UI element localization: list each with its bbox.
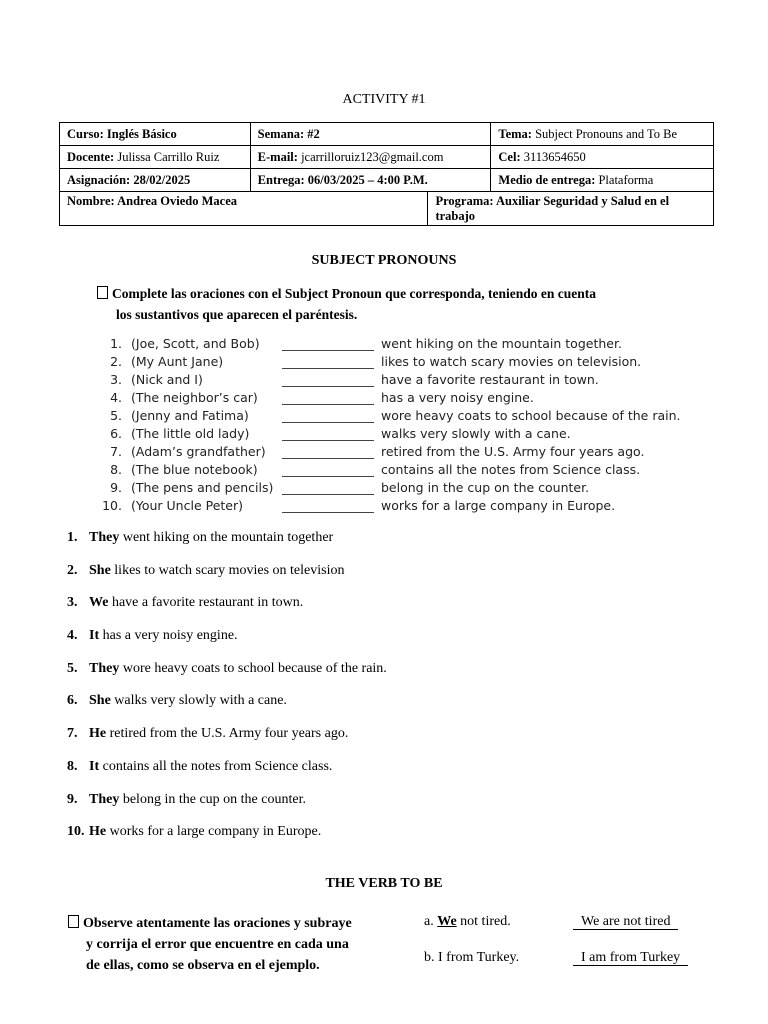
- answer-item: [67, 693, 387, 726]
- bullet-icon: [97, 286, 108, 299]
- exercise-noun: (My Aunt Jane): [131, 354, 224, 369]
- exercise-noun: (Jenny and Fatima): [131, 408, 249, 423]
- exercise-number: 10.: [102, 498, 122, 513]
- answer-item: [67, 759, 387, 792]
- verb-error-word: We: [437, 914, 457, 929]
- answer-number: 8.: [67, 758, 78, 774]
- asignacion-cell: [60, 169, 251, 192]
- answer-list: [67, 530, 387, 857]
- exercise-noun: (Nick and I): [131, 372, 203, 387]
- answer-number: 4.: [67, 628, 78, 644]
- answer-number: 10.: [67, 824, 85, 840]
- exercise-sentence: works for a large company in Europe.: [381, 498, 616, 513]
- exercise-item: [100, 462, 660, 480]
- exercise-sentence: retired from the U.S. Army four years ago.: [381, 444, 645, 459]
- exercise-sentence: went hiking on the mountain together.: [381, 336, 622, 351]
- answer-item: [67, 563, 387, 596]
- verb-correction-b: I am from Turkey: [573, 950, 688, 966]
- semana-cell: [250, 123, 491, 146]
- exercise-number: 5.: [110, 408, 122, 423]
- programa-cell: [428, 192, 714, 226]
- medio-label: Medio de entrega:: [498, 173, 596, 187]
- exercise-item: [100, 372, 660, 390]
- exercise-noun: (Joe, Scott, and Bob): [131, 336, 260, 351]
- answer-sentence: walks very slowly with a cane.: [110, 693, 287, 709]
- exercise-noun: (The pens and pencils): [131, 480, 274, 495]
- exercise-item: [100, 354, 660, 372]
- verb-example-rest: not tired.: [456, 914, 511, 929]
- exercise-number: 8.: [110, 462, 122, 477]
- exercise-number: 7.: [110, 444, 122, 459]
- exercise-sentence: likes to watch scary movies on television.: [381, 354, 642, 369]
- cel-label: Cel:: [498, 150, 521, 164]
- instruction-line-1: Complete las oraciones con el Subject Pronoun que corresponda, teniendo en cuenta: [112, 286, 596, 301]
- exercise-number: 9.: [110, 480, 122, 495]
- answer-number: 2.: [67, 562, 78, 578]
- answer-sentence: contains all the notes from Science class.: [99, 758, 333, 774]
- exercise-number: 2.: [110, 354, 122, 369]
- email-cell: [250, 146, 491, 169]
- curso-cell: [60, 123, 251, 146]
- exercise-noun: (The little old lady): [131, 426, 250, 441]
- exercise-blank: [282, 480, 374, 495]
- exercise-item: [100, 336, 660, 354]
- answer-pronoun: She: [89, 562, 111, 578]
- answer-item: [67, 628, 387, 661]
- tema-value: Subject Pronouns and To Be: [535, 127, 678, 141]
- subject-pronouns-heading: SUBJECT PRONOUNS: [311, 253, 457, 268]
- answer-number: 7.: [67, 726, 78, 742]
- exercise-number: 4.: [110, 390, 122, 405]
- activity-title: ACTIVITY #1: [342, 92, 426, 107]
- entrega-cell: [250, 169, 491, 192]
- exercise-blank: [282, 408, 374, 423]
- answer-sentence: has a very noisy engine.: [99, 628, 238, 644]
- exercise-blank: [282, 354, 374, 369]
- answer-number: 5.: [67, 660, 78, 676]
- exercise-item: [100, 498, 660, 516]
- answer-item: [67, 661, 387, 694]
- exercise-sentence: belong in the cup on the counter.: [381, 480, 590, 495]
- exercise-sentence: walks very slowly with a cane.: [381, 426, 571, 441]
- verb-to-be-instruction: [68, 913, 388, 976]
- answer-sentence: went hiking on the mountain together: [119, 530, 334, 545]
- exercise-number: 6.: [110, 426, 122, 441]
- exercise-item: [100, 408, 681, 426]
- bullet-icon: [68, 915, 79, 928]
- verb-instruction-line-1: Observe atentamente las oraciones y subraye: [83, 916, 352, 931]
- exercise-blank: [282, 336, 374, 351]
- exercise-sentence: has a very noisy engine.: [381, 390, 534, 405]
- tema-cell: [491, 123, 714, 146]
- answer-item: [67, 530, 387, 563]
- exercise-noun: (Adam’s grandfather): [131, 444, 266, 459]
- exercise-item: [100, 426, 660, 444]
- email-label: E-mail:: [257, 150, 298, 164]
- answer-number: 1.: [67, 530, 78, 545]
- verb-instruction-line-3: de ellas, como se observa en el ejemplo.: [86, 958, 320, 973]
- answer-pronoun: They: [89, 791, 120, 807]
- verb-correction-a: We are not tired: [573, 914, 678, 930]
- exercise-sentence: have a favorite restaurant in town.: [381, 372, 599, 387]
- medio-cell: [491, 169, 714, 192]
- medio-value: Plataforma: [598, 173, 654, 187]
- answer-number: 9.: [67, 791, 78, 807]
- exercise-blank: [282, 426, 374, 441]
- asignacion-label: Asignación: 28/02/2025: [67, 173, 191, 187]
- answer-pronoun: We: [89, 595, 109, 611]
- answer-item: [67, 824, 387, 857]
- answer-pronoun: It: [89, 758, 100, 774]
- tema-label: Tema:: [498, 127, 532, 141]
- answer-item: [67, 726, 387, 759]
- exercise-sentence: wore heavy coats to school because of the rain.: [381, 408, 681, 423]
- exercise-blank: [282, 444, 374, 459]
- exercise-list: [100, 336, 681, 516]
- docente-label: Docente:: [67, 150, 115, 164]
- exercise-blank: [282, 462, 374, 477]
- semana-label: Semana: #2: [257, 127, 320, 141]
- programa-label: Programa: Auxiliar Seguridad y Salud en el trabajo: [435, 194, 670, 223]
- verb-example-letter: b.: [424, 950, 435, 965]
- verb-instruction-line-2: y corrija el error que encuentre en cada una: [86, 937, 349, 952]
- answer-sentence: wore heavy coats to school because of the rain.: [119, 660, 387, 676]
- answer-number: 3.: [67, 595, 78, 611]
- answer-sentence: works for a large company in Europe.: [106, 824, 322, 840]
- nombre-label: Nombre: Andrea Oviedo Macea: [67, 194, 238, 208]
- answer-sentence: retired from the U.S. Army four years ago.: [106, 726, 349, 742]
- exercise-blank: [282, 498, 374, 513]
- exercise-blank: [282, 372, 374, 387]
- email-value: jcarrilloruiz123@gmail.com: [301, 150, 444, 164]
- entrega-label: Entrega: 06/03/2025 – 4:00 P.M.: [257, 173, 428, 187]
- answer-pronoun: They: [89, 660, 120, 676]
- exercise-number: 1.: [110, 336, 122, 351]
- cel-cell: [491, 146, 714, 169]
- exercise-blank: [282, 390, 374, 405]
- verb-to-be-heading: THE VERB TO BE: [325, 876, 443, 891]
- answer-pronoun: They: [89, 530, 120, 545]
- instruction-line-2: los sustantivos que aparecen el paréntesis.: [116, 307, 358, 322]
- verb-example-a: [424, 914, 511, 930]
- answer-number: 6.: [67, 693, 78, 709]
- info-table: [59, 122, 714, 226]
- exercise-number: 3.: [110, 372, 122, 387]
- answer-pronoun: It: [89, 628, 100, 644]
- nombre-cell: [60, 192, 428, 226]
- answer-pronoun: He: [89, 726, 107, 742]
- answer-item: [67, 792, 387, 825]
- exercise-sentence: contains all the notes from Science class.: [381, 462, 641, 477]
- exercise-item: [100, 480, 660, 498]
- exercise-noun: (The neighbor’s car): [131, 390, 258, 405]
- answer-sentence: have a favorite restaurant in town.: [108, 595, 304, 611]
- verb-example-b: [424, 950, 519, 966]
- exercise-item: [100, 444, 660, 462]
- answer-item: [67, 595, 387, 628]
- answer-sentence: likes to watch scary movies on television: [110, 562, 345, 578]
- cel-value: 3113654650: [523, 150, 586, 164]
- docente-value: Julissa Carrillo Ruiz: [117, 150, 220, 164]
- answer-pronoun: He: [89, 824, 107, 840]
- answer-pronoun: She: [89, 693, 111, 709]
- exercise-item: [100, 390, 660, 408]
- exercise-noun: (Your Uncle Peter): [131, 498, 244, 513]
- subject-pronouns-instruction: [97, 283, 697, 325]
- docente-cell: [60, 146, 251, 169]
- exercise-noun: (The blue notebook): [131, 462, 258, 477]
- verb-example-rest: I from Turkey.: [438, 950, 520, 965]
- curso-label: Curso: Inglés Básico: [67, 127, 177, 141]
- answer-sentence: belong in the cup on the counter.: [119, 791, 306, 807]
- verb-example-letter: a.: [424, 914, 434, 929]
